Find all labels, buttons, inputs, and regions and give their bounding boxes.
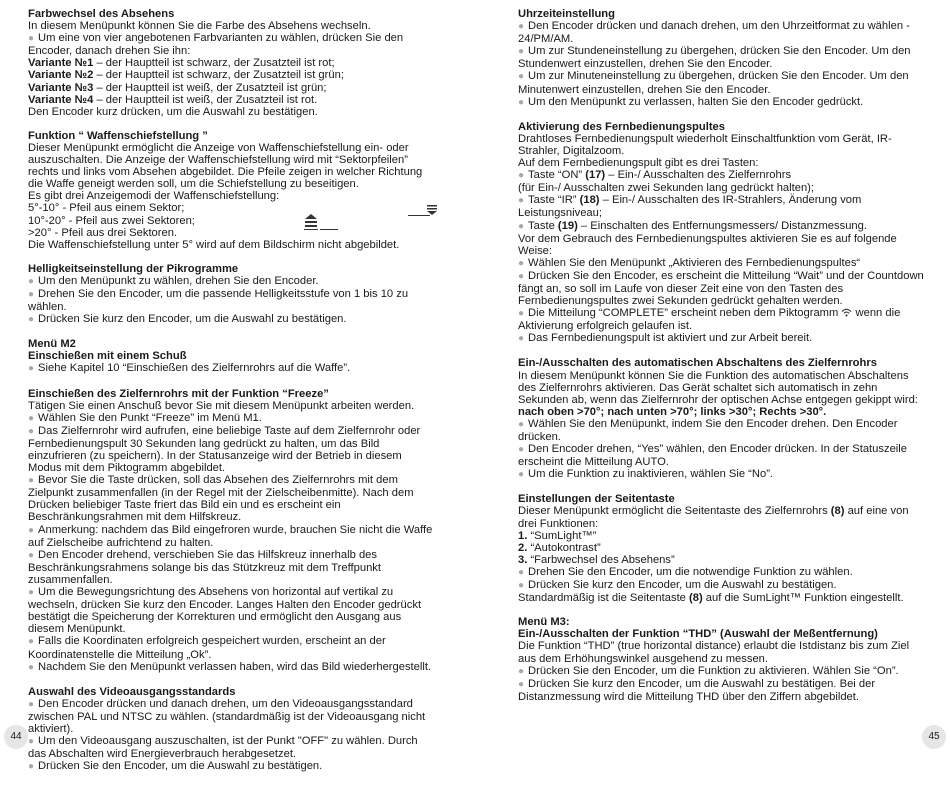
line-text: Drücken Sie kurz den Encoder, um die Auswahl zu bestätigen. [38, 313, 347, 326]
text-line [518, 370, 928, 406]
tilt-sector-line-icon [320, 229, 338, 231]
line-text: “Farbwechsel des Absehens” [527, 553, 675, 566]
bullet-dot-icon: ● [518, 333, 525, 345]
section [28, 338, 438, 375]
bullet-dot-icon: ● [518, 71, 525, 83]
text-line [518, 554, 928, 566]
bullet-item [28, 425, 438, 474]
text-line [28, 350, 438, 362]
line-text: Um eine von vier angebotenen Farbvarianten zu wählen, drücken Sie den Encoder, danach drehen Sie ihn: [28, 32, 404, 58]
section [518, 493, 928, 604]
line-text: Drücken Sie den Encoder, um die Funktion zu aktivieren. Wählen Sie “On”. [528, 664, 899, 677]
line-text: In diesem Menüpunkt können Sie die Farbe des Absehens wechseln. [28, 20, 371, 33]
text-line [518, 542, 928, 554]
bullet-dot-icon: ● [28, 363, 35, 375]
line-text: 5°-10° - Pfeil aus einem Sektor; [28, 202, 185, 215]
bullet-item [518, 579, 928, 592]
bullet-item [28, 313, 438, 326]
text-line [28, 202, 438, 214]
left-page [28, 8, 438, 785]
bullet-dot-icon: ● [28, 636, 35, 648]
bold-label: Variante №3 [28, 81, 94, 94]
bullet-dot-icon: ● [28, 33, 35, 45]
text-line [28, 20, 438, 32]
bullet-item [28, 412, 438, 425]
line-text: Taste “ON” [528, 169, 586, 182]
line-text: Die Waffenschiefstellung unter 5° wird auf dem Bildschirm nicht abgebildet. [28, 238, 400, 251]
line-text: Um zur Minuteneinstellung zu übergehen, drücken Sie den Encoder. Um den Minutenwert einzustellen, drehen Sie den Encoder. [518, 70, 909, 96]
bold-label: 2. [518, 541, 528, 554]
line-text: Den Encoder drücken und danach drehen, um den Videoausgangsstandard zwischen PAL und NTSC zu wählen. (standardmäßig ist der Videoausgang nicht aktiviert). [28, 697, 426, 735]
text-line [28, 57, 438, 69]
bold-label: Einschießen mit einem Schuß [28, 350, 187, 363]
section [518, 357, 928, 481]
bullet-dot-icon: ● [518, 678, 525, 690]
section-heading: Aktivierung des Fernbedienungspultes [518, 120, 726, 133]
line-text-cont: – Einschalten des Entfernungsmessers/ Distanzmessung. [577, 219, 867, 232]
bullet-item [518, 418, 928, 443]
bullet-dot-icon: ● [28, 549, 35, 561]
bullet-dot-icon: ● [518, 308, 525, 320]
line-text: Den Encoder drücken und danach drehen, um den Uhrzeitformat zu wählen - 24/PM/AM. [518, 20, 910, 46]
bullet-item [28, 698, 438, 735]
bold-label: 3. [518, 553, 528, 566]
bullet-item [28, 586, 438, 635]
line-text-cont: auf die SumLight™ Funktion eingestellt. [702, 592, 904, 605]
text-line [518, 157, 928, 169]
bullet-item [518, 169, 928, 182]
text-line [28, 69, 438, 81]
line-text: Bevor Sie die Taste drücken, soll das Absehen des Zielfernrohrs mit dem Zielpunkt zusammenfallen (in der Regel mit der Zielscheibenmitte). Nach dem Drücken beliebiger Taste friert das Bild ein und es erscheint ein Beschränkungsrahmen mit dem Hilfskreuz. [28, 474, 414, 524]
line-text: Wählen Sie den Menüpunkt „Aktivieren des Fernbedienungspultes“ [528, 256, 861, 269]
bullet-item [518, 665, 928, 678]
bullet-dot-icon: ● [518, 469, 525, 481]
section-heading: Helligkeitseinstellung der Pikrogramme [28, 262, 239, 275]
bullet-item [28, 288, 438, 313]
line-text: Siehe Kapitel 10 “Einschießen des Zielfernrohrs auf die Waffe”. [38, 362, 351, 375]
bold-label: Ein-/Ausschalten der Funktion “THD” (Auswahl der Meßentfernung) [518, 628, 878, 641]
bullet-item [518, 45, 928, 70]
line-text: Die Mitteilung “COMPLETE” erscheint neben dem Piktogramm [528, 307, 842, 320]
line-text: Tätigen Sie einen Anschuß bevor Sie mit diesem Menüpunkt arbeiten werden. [28, 399, 415, 412]
line-text: Die Funktion “THD” (true horizontal distance) erlaubt die Istdistanz bis zum Ziel aus dem Erhöhungswinkel ausgehend zu messen. [518, 640, 910, 665]
section [518, 8, 928, 109]
bold-label: Variante №2 [28, 69, 94, 82]
bullet-item [28, 362, 438, 375]
bullet-item [518, 220, 928, 233]
bullet-dot-icon: ● [28, 661, 35, 673]
bullet-item [28, 275, 438, 288]
line-text: Taste “IR” [528, 194, 580, 207]
bullet-dot-icon: ● [28, 736, 35, 748]
line-text: Anmerkung: nachdem das Bild eingefroren wurde, brauchen Sie nicht die Waffe auf Zielscheibe aufrichtend zu halten. [28, 523, 433, 549]
bullet-item [518, 566, 928, 579]
tilt-arrow-right-icon [408, 204, 438, 218]
bullet-dot-icon: ● [518, 580, 525, 592]
line-text: Um den Videoausgang auszuschalten, ist der Punkt "OFF" zu wählen. Durch das Abschalten wird Energieverbrauch herabgesetzet. [28, 735, 418, 761]
bullet-dot-icon: ● [28, 425, 35, 437]
line-text: In diesem Menüpunkt können Sie die Funktion des automatischen Abschaltens des Zielfernrohrs aktivieren. Das Gerät schaltet sich automatisch in zehn Sekunden ab, wenn das Zielfernrohr der optischen Achse entgegen gekippt wird: [518, 369, 918, 406]
text-line [518, 628, 928, 640]
section-heading: Einstellungen der Seitentaste [518, 493, 675, 506]
text-line [28, 94, 438, 106]
section [518, 616, 928, 703]
section-heading: Ein-/Ausschalten des automatischen Abschaltens des Zielfernrohrs [518, 357, 877, 370]
bullet-item [28, 32, 438, 57]
bullet-dot-icon: ● [518, 96, 525, 108]
line-text: Drehen Sie den Encoder, um die notwendige Funktion zu wählen. [528, 565, 853, 578]
line-text: Das Fernbedienungspult ist aktiviert und zur Arbeit bereit. [528, 332, 813, 345]
section [518, 121, 928, 346]
text-line [28, 82, 438, 94]
bullet-item [518, 332, 928, 345]
bold-label: Variante №1 [28, 57, 94, 70]
line-text: Drehen Sie den Encoder, um die passende Helligkeitsstufe von 1 bis 10 zu wählen. [28, 287, 409, 314]
bullet-dot-icon: ● [28, 587, 35, 599]
bullet-item [28, 474, 438, 523]
text-line [518, 406, 928, 418]
line-text: Taste [528, 219, 558, 232]
bullet-dot-icon: ● [518, 665, 525, 677]
section-heading: Auswahl des Videoausgangsstandards [28, 685, 236, 698]
bold-ref: (8) [689, 592, 703, 605]
bullet-dot-icon: ● [28, 761, 35, 773]
bullet-dot-icon: ● [518, 566, 525, 578]
wifi-icon [841, 308, 852, 317]
text-line [518, 133, 928, 157]
bullet-dot-icon: ● [518, 170, 525, 182]
bullet-item [28, 524, 438, 549]
bullet-item [518, 70, 928, 95]
line-text: Vor dem Gebrauch des Fernbedienungspultes aktivieren Sie es auf folgende Weise: [518, 232, 897, 257]
bullet-item [518, 270, 928, 307]
bullet-item [28, 760, 438, 773]
page-number-right: 45 [922, 725, 946, 749]
line-text-cont: auf eine von drei Funktionen: [518, 505, 909, 530]
bullet-dot-icon: ● [518, 257, 525, 269]
line-text-cont: – Ein-/ Ausschalten des IR-Strahlers, Änderung vom Leistungsniveau; [518, 194, 862, 220]
bullet-dot-icon: ● [518, 270, 525, 282]
line-text: – der Hauptteil ist weiß, der Zusatzteil ist rot. [93, 93, 318, 106]
text-line [518, 233, 928, 257]
section [28, 388, 438, 674]
bold-label: Variante №4 [28, 93, 94, 106]
bullet-item [28, 549, 438, 586]
bullet-item [518, 443, 928, 468]
section [28, 8, 438, 118]
bullet-dot-icon: ● [518, 195, 525, 207]
line-text: Falls die Koordinaten erfolgreich gespeichert wurden, erscheint an der Koordinatenstelle die Mitteilung „Ok”. [28, 635, 386, 661]
line-text: Dieser Menüpunkt ermöglicht die Seitentaste des Zielfernrohrs [518, 505, 831, 518]
line-text-cont: – Ein-/ Ausschalten des Zielfernrohrs [605, 169, 792, 182]
bullet-item [518, 468, 928, 481]
bullet-dot-icon: ● [518, 46, 525, 58]
text-line [28, 400, 438, 412]
page-number-left: 44 [4, 725, 28, 749]
bullet-dot-icon: ● [518, 21, 525, 33]
line-text: Nachdem Sie den Menüpunkt verlassen haben, wird das Bild wiederhergestellt. [38, 660, 432, 673]
bullet-item [518, 307, 928, 332]
bullet-dot-icon: ● [518, 444, 525, 456]
text-line [518, 530, 928, 542]
bullet-item [518, 20, 928, 45]
section-heading: Uhrzeiteinstellung [518, 8, 615, 20]
text-line [518, 505, 928, 529]
line-text: 10°-20° - Pfeil aus zwei Sektoren; [28, 214, 195, 227]
bullet-dot-icon: ● [28, 698, 35, 710]
section [28, 263, 438, 326]
bullet-item [28, 635, 438, 660]
line-text: (für Ein-/ Ausschalten zwei Sekunden lang gedrückt halten); [518, 182, 815, 195]
line-text: Den Encoder drehen, “Yes” wählen, den Encoder drücken. In der Statuszeile erscheint die Mitteilung AUTO. [518, 443, 907, 469]
bold-ref: (17) [585, 169, 606, 182]
bold-label: nach oben >70°; nach unten >70°; links >30°; Rechts >30°. [518, 405, 827, 418]
line-text: Dieser Menüpunkt ermöglicht die Anzeige von Waffenschiefstellung ein- oder auszuschalten. Die Anzeige der Waffenschiefstellung wird mit “Sektorpfeilen” rechts und links vom Absehen abgebildet. Die Pfeile zeigen in welcher Richtung die Waffe geneigt werden soll, um die Schiefstellung zu beseitigen. [28, 141, 423, 191]
line-text: Drücken Sie den Encoder, um die Auswahl zu bestätigen. [38, 760, 323, 773]
line-text: – der Hauptteil ist schwarz, der Zusatzteil ist grün; [93, 69, 344, 82]
line-text: Es gibt drei Anzeigemodi der Waffenschiefstellung: [28, 190, 280, 203]
text-line [28, 106, 438, 118]
bold-label: 1. [518, 529, 528, 542]
section-heading: Farbwechsel des Absehens [28, 8, 175, 20]
section-heading: Funktion “ Waffenschiefstellung ” [28, 129, 208, 142]
line-text: – der Hauptteil ist schwarz, der Zusatzteil ist rot; [93, 57, 335, 70]
line-text: Den Encoder drehend, verschieben Sie das Hilfskreuz innerhalb des Beschränkungsrahmens solange bis das Stützkreuz mit dem Treffpunkt zusammenfallen. [28, 548, 382, 586]
bullet-item [28, 735, 438, 760]
bullet-item [28, 661, 438, 674]
bold-ref: (19) [557, 219, 578, 232]
section [28, 686, 438, 774]
line-text: Drücken Sie kurz den Encoder, um die Auswahl zu bestätigen. Bei der Distanzmessung wird die Mitteilung THD über den Ziffern abgebildet. [518, 677, 876, 703]
line-text: >20° - Pfeil aus drei Sektoren. [28, 226, 178, 239]
line-text: “SumLight™” [527, 529, 597, 542]
line-text: Um zur Stundeneinstellung zu übergehen, drücken Sie den Encoder. Um den Stundenwert einzustellen, drehen Sie den Encoder. [518, 45, 911, 71]
line-text: Drücken Sie den Encoder, es erscheint die Mitteilung “Wait” und der Countdown fängt an, so soll im Laufe von dieser Zeit eine von den Tasten des Fernbedienungspultes zwei Sekunden gedrückt gehalten werden. [518, 269, 924, 308]
text-line [28, 190, 438, 202]
tilt-arrow-left-icon [304, 213, 318, 231]
text-line [28, 227, 438, 239]
bullet-dot-icon: ● [28, 524, 35, 536]
section [28, 130, 438, 251]
bullet-dot-icon: ● [518, 220, 525, 232]
bullet-item [518, 257, 928, 270]
bullet-item [518, 678, 928, 703]
bullet-dot-icon: ● [28, 314, 35, 326]
section-heading: Menü M3: [518, 616, 570, 629]
bold-ref: (8) [830, 505, 845, 518]
line-text: Den Encoder kurz drücken, um die Auswahl zu bestätigen. [28, 105, 318, 118]
line-text: Um die Bewegungsrichtung des Absehens von horizontal auf vertikal zu wechseln, drücken Sie kurz den Encoder. Langes Halten den Encoder gedrückt bestätigt die Speicherung der Korrekturen und ermöglicht den Ausgang aus diesem Menüpunkt. [28, 586, 422, 636]
line-text: Wählen Sie den Punkt “Freeze” im Menü M1. [38, 411, 262, 424]
line-text: Drücken Sie kurz den Encoder, um die Auswahl zu bestätigen. [528, 579, 837, 592]
bullet-item [518, 194, 928, 219]
bullet-dot-icon: ● [28, 412, 35, 424]
text-line [518, 592, 928, 604]
bullet-dot-icon: ● [28, 275, 35, 287]
line-text: Um die Funktion zu inaktivieren, wählen Sie “No”. [528, 468, 774, 481]
line-text: Drahtloses Fernbedienungspult wiederholt Einschaltfunktion vom Gerät, IR-Strahler, Digitalzoom. [518, 132, 892, 157]
bullet-dot-icon: ● [28, 475, 35, 487]
line-text: Auf dem Fernbedienungspult gibt es drei Tasten: [518, 157, 759, 170]
right-page [518, 8, 928, 715]
text-line [28, 215, 438, 227]
bullet-item [518, 96, 928, 109]
bullet-dot-icon: ● [518, 418, 525, 430]
text-line [518, 640, 928, 664]
bullet-dot-icon: ● [28, 288, 35, 300]
section-heading: Menü M2 [28, 338, 76, 351]
bold-ref: (18) [579, 194, 600, 207]
line-text: Wählen Sie den Menüpunkt, indem Sie den Encoder drehen. Den Encoder drücken. [518, 417, 898, 443]
text-line [28, 142, 438, 190]
line-text-cont: wenn die Aktivierung erfolgreich gelaufen ist. [518, 307, 901, 333]
line-text: Standardmäßig ist die Seitentaste [518, 592, 690, 605]
line-text: – der Hauptteil ist weiß, der Zusatzteil ist grün; [93, 81, 327, 94]
line-text: Um den Menüpunkt zu verlassen, halten Sie den Encoder gedrückt. [528, 95, 864, 108]
line-text: Das Zielfernrohr wird aufrufen, eine beliebige Taste auf dem Zielfernrohr oder Fernbedienungspult 30 Sekunden lang gedrückt zu halten, um das Bild einzufrieren (zu speichern). In der Statusanzeige wird der Betrieb in diesem Modus mit dem Piktogramm abgebildet. [28, 424, 421, 475]
line-text: “Autokontrast” [527, 541, 601, 554]
text-line [28, 239, 438, 251]
section-heading: Einschießen des Zielfernrohrs mit der Funktion “Freeze” [28, 387, 329, 400]
line-text: Um den Menüpunkt zu wählen, drehen Sie den Encoder. [38, 274, 319, 287]
text-line [518, 182, 928, 194]
